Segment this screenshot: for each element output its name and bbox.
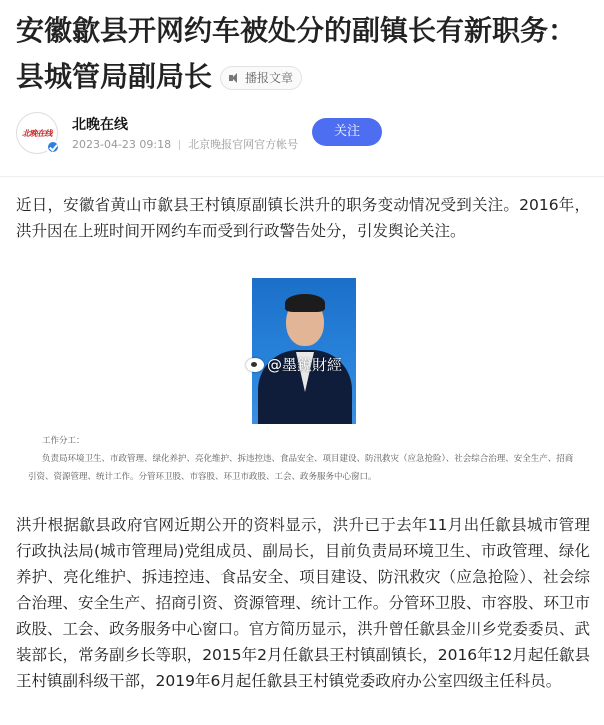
work-division-text — [28, 432, 576, 486]
follow-button[interactable]: 关注 — [312, 118, 382, 146]
article-title — [16, 8, 590, 100]
author-meta — [72, 136, 298, 152]
author-row — [16, 110, 590, 160]
listen-button-label: 播报文章 — [245, 71, 294, 85]
author-name[interactable]: 北晚在线 — [72, 117, 128, 133]
publish-datetime: 2023-04-23 09:18 — [72, 138, 172, 151]
image-watermark — [246, 354, 342, 375]
listen-button[interactable] — [220, 66, 302, 90]
work-division-body: 负责局环境卫生、市政管理、绿化养护、亮化维护、拆违控违、食品安全、项目建设、防汛救灾（应急抢险）、社会综合治理、安全生产、招商引资、资源管理、统计工作。分管环卫股、市容股、环卫市政股、工会、政务服务中心窗口。 — [28, 454, 574, 482]
verified-icon — [46, 140, 60, 154]
meta-divider — [179, 140, 180, 150]
portrait-photo — [252, 278, 356, 424]
article-paragraph-2: 洪升根据歙县政府官网近期公开的资料显示，洪升已于去年11月出任歙县城市管理行政执法局(城市管理局)党组成员、副局长，目前负责局环境卫生、市政管理、绿化养护、亮化维护、拆违控违、食品安全、项目建设、防汛救灾（应急抢险）、社会综合治理、安全生产、招商引资、资源管理、统计工作。分管环卫股、市容股、环卫市政股、工会、政务服务中心窗口。官方简历显示，洪升曾任歙县金川乡党委委员、武装部长，常务副乡长等职，2015年2月任歙县王村镇副镇长，2016年12月起任歙县王村镇副科级干部，2019年6月起任歙县王村镇党委政府办公室四级主任科员。 — [16, 516, 590, 690]
person-hair — [285, 294, 325, 312]
article-title-text: 安徽歙县开网约车被处分的副镇长有新职务：县城管局副局长 — [16, 14, 577, 93]
watermark-text: @墨銳財經 — [267, 356, 343, 374]
avatar-logo: 北晚在线 — [22, 128, 52, 138]
speaker-icon — [229, 72, 241, 84]
header-divider — [0, 176, 604, 177]
article-paragraph-1: 近日，安徽省黄山市歙县王村镇原副镇长洪升的职务变动情况受到关注。2016年，洪升因在上班时间开网约车而受到行政警告处分，引发舆论关注。 — [16, 196, 590, 240]
weibo-icon — [246, 358, 264, 372]
account-description: 北京晚报官网官方帐号 — [188, 138, 299, 151]
work-division-title: 工作分工： — [42, 436, 85, 446]
article-figure — [28, 272, 576, 494]
